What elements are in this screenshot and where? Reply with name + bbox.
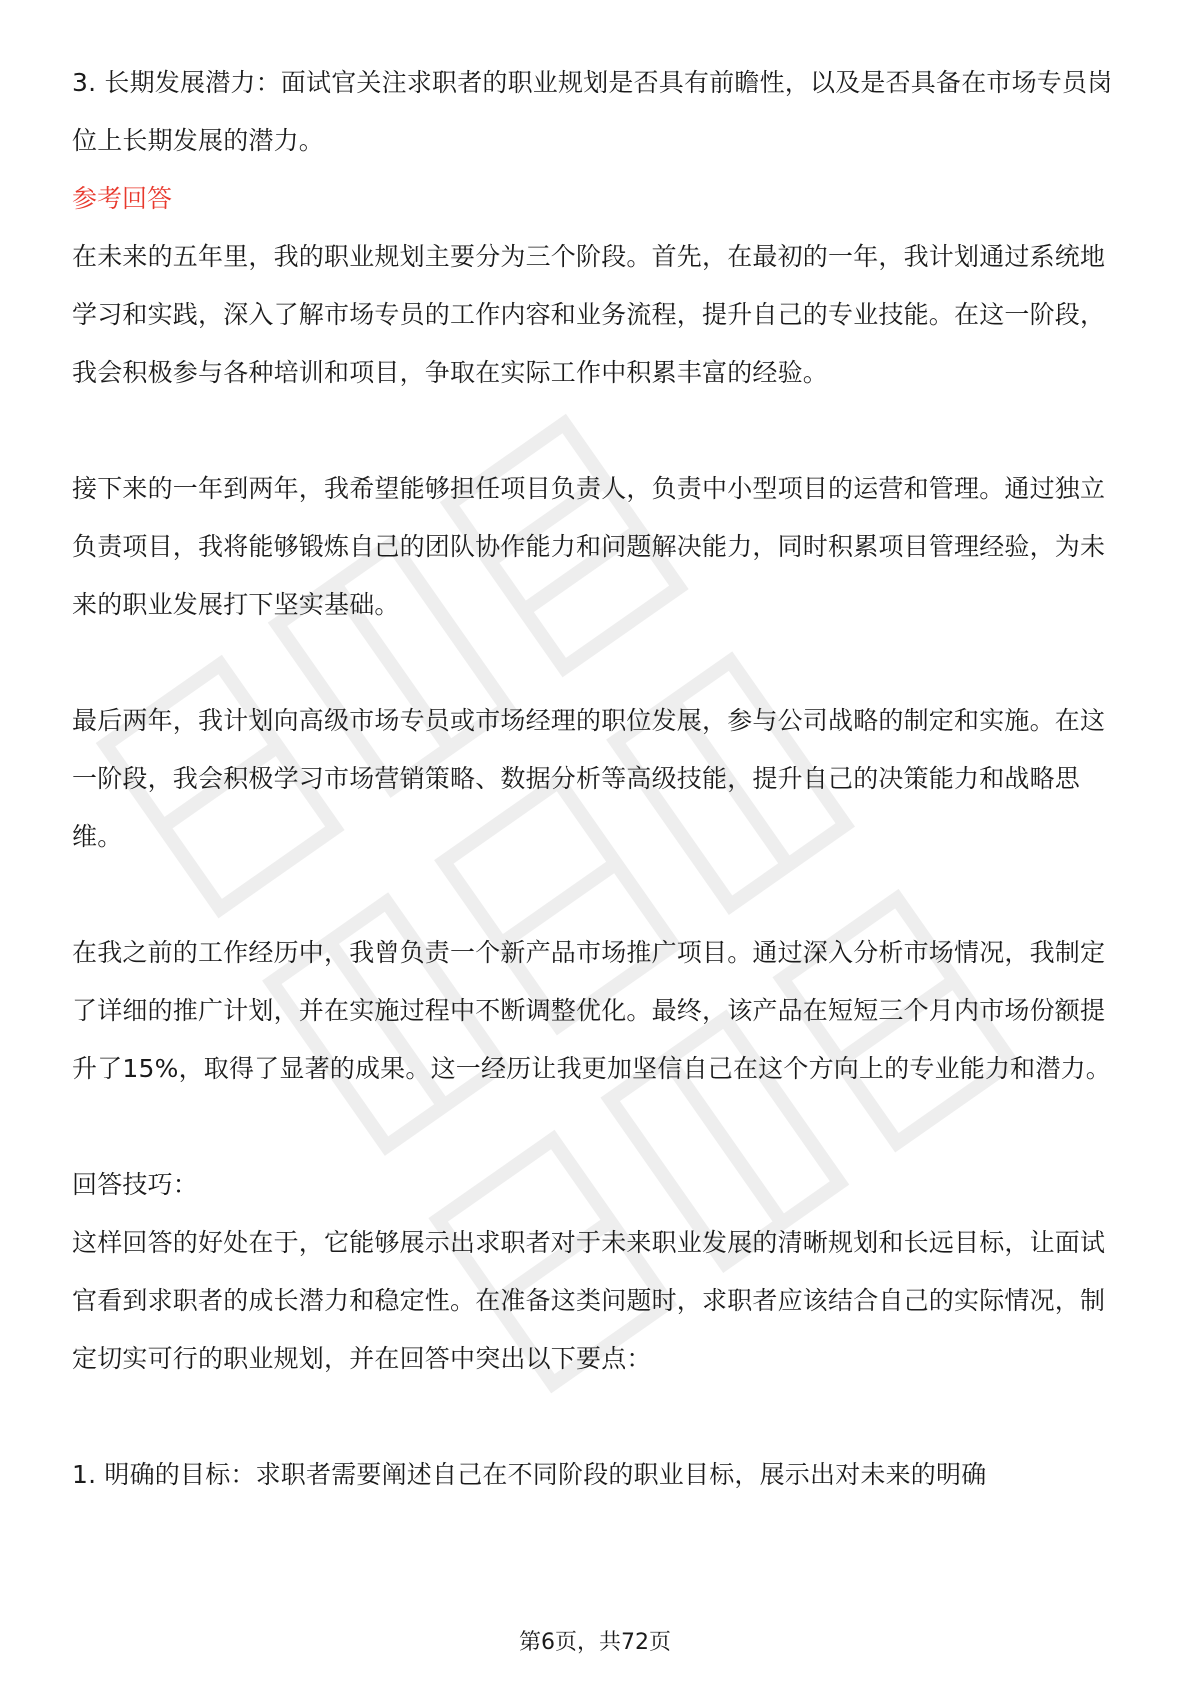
paragraph-spacer — [72, 402, 1122, 460]
paragraph: 在未来的五年里，我的职业规划主要分为三个阶段。首先，在最初的一年，我计划通过系统地学习和实践，深入了解市场专员的工作内容和业务流程，提升自己的专业技能。在这一阶段，我会积极参与各种培训和项目，争取在实际工作中积累丰富的经验。 — [72, 242, 1106, 387]
paragraph-spacer — [72, 1388, 1122, 1446]
paragraph-spacer — [72, 866, 1122, 924]
paragraph-spacer — [72, 634, 1122, 692]
paragraph: 1. 明确的目标：求职者需要阐述自己在不同阶段的职业目标，展示出对未来的明确 — [72, 1460, 987, 1489]
section-heading: 参考回答 — [72, 184, 173, 213]
document-body — [72, 54, 1122, 1504]
paragraph: 最后两年，我计划向高级市场专员或市场经理的职位发展，参与公司战略的制定和实施。在这一阶段，我会积极学习市场营销策略、数据分析等高级技能，提升自己的决策能力和战略思维。 — [72, 706, 1106, 851]
paragraph: 在我之前的工作经历中，我曾负责一个新产品市场推广项目。通过深入分析市场情况，我制定了详细的推广计划，并在实施过程中不断调整优化。最终，该产品在短短三个月内市场份额提升了15%，取得了显著的成果。这一经历让我更加坚信自己在这个方向上的专业能力和潜力。 — [72, 938, 1111, 1083]
paragraph-spacer — [72, 1098, 1122, 1156]
paragraph: 接下来的一年到两年，我希望能够担任项目负责人，负责中小型项目的运营和管理。通过独立负责项目，我将能够锻炼自己的团队协作能力和问题解决能力，同时积累项目管理经验，为未来的职业发展打下坚实基础。 — [72, 474, 1106, 619]
page-number-label: 第6页，共72页 — [519, 1630, 671, 1655]
page-footer — [0, 1625, 1190, 1656]
paragraph: 3. 长期发展潜力：面试官关注求职者的职业规划是否具有前瞻性，以及是否具备在市场专员岗位上长期发展的潜力。 — [72, 68, 1113, 155]
paragraph: 回答技巧： — [72, 1170, 199, 1199]
paragraph: 这样回答的好处在于，它能够展示出求职者对于未来职业发展的清晰规划和长远目标，让面试官看到求职者的成长潜力和稳定性。在准备这类问题时，求职者应该结合自己的实际情况，制定切实可行的职业规划，并在回答中突出以下要点： — [72, 1228, 1106, 1373]
